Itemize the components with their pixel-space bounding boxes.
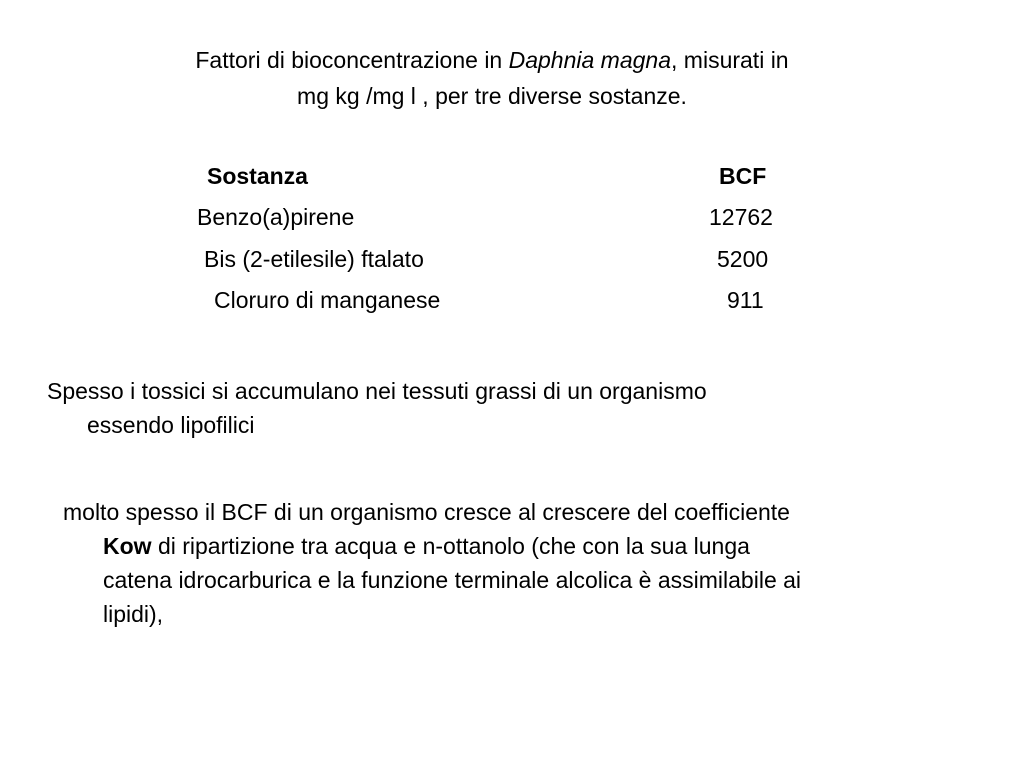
table-header-sostanza: Sostanza bbox=[207, 163, 308, 189]
paragraph-lipophilic bbox=[47, 374, 987, 442]
paragraph2-line3: catena idrocarburica e la funzione terminale alcolica è assimilabile ai bbox=[103, 567, 802, 593]
table-row-2-bcf: 5200 bbox=[717, 246, 769, 272]
paragraph2-line2 bbox=[63, 529, 993, 563]
paragraph1-line2: essendo lipofilici bbox=[87, 412, 255, 438]
kow-term: Kow bbox=[103, 533, 152, 559]
table-row-1-substance: Benzo(a)pirene bbox=[197, 204, 355, 230]
table-row-3-substance: Cloruro di manganese bbox=[214, 287, 441, 313]
title-species: Daphnia magna bbox=[508, 47, 672, 73]
paragraph2-line1: molto spesso il BCF di un organismo cresce al crescere del coefficiente bbox=[63, 499, 790, 525]
paragraph2-line2-rest: di ripartizione tra acqua e n-ottanolo (che con la sua lunga bbox=[151, 533, 750, 559]
title-text-part2: , misurati in bbox=[671, 47, 789, 73]
slide-title bbox=[0, 42, 984, 114]
title-line-2: mg kg /mg l , per tre diverse sostanze. bbox=[297, 83, 687, 109]
title-line-1 bbox=[0, 42, 984, 78]
table-row-2-substance: Bis (2-etilesile) ftalato bbox=[204, 246, 424, 272]
table-row-1-bcf: 12762 bbox=[709, 204, 773, 230]
table-header-bcf: BCF bbox=[719, 163, 767, 189]
title-text-part1: Fattori di bioconcentrazione in bbox=[195, 47, 509, 73]
paragraph-kow bbox=[63, 495, 993, 631]
table-row-3-bcf: 911 bbox=[727, 287, 764, 313]
paragraph1-line1: Spesso i tossici si accumulano nei tessuti grassi di un organismo bbox=[47, 378, 707, 404]
paragraph2-line4: lipidi), bbox=[103, 601, 164, 627]
